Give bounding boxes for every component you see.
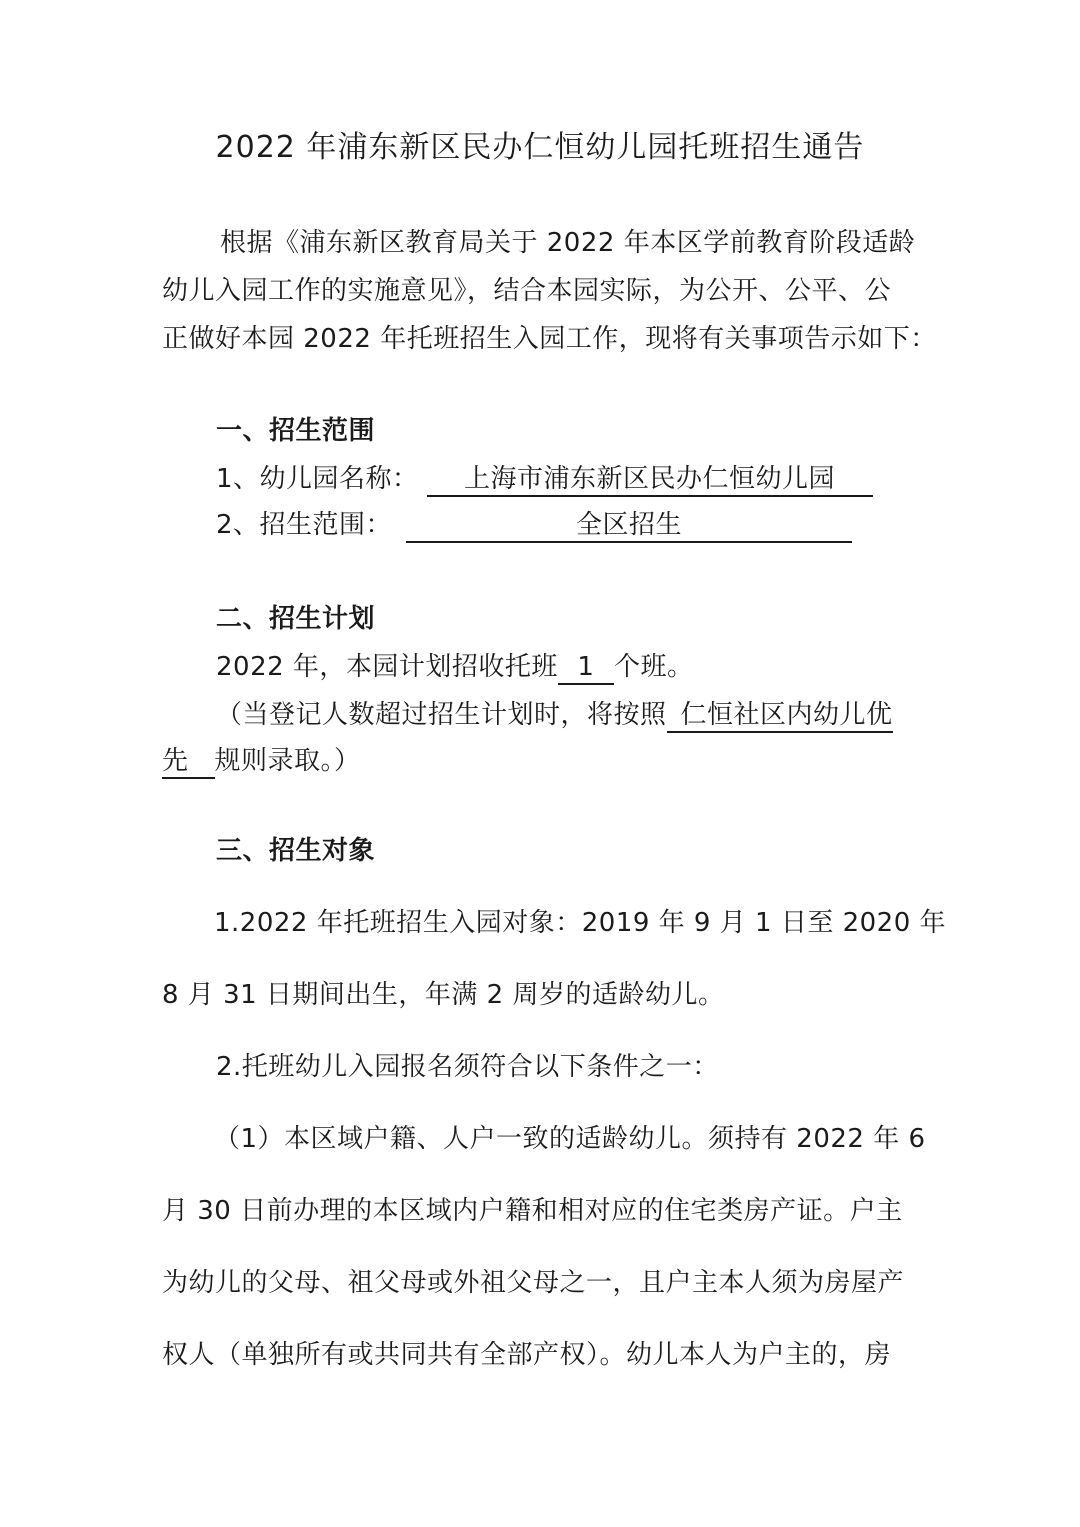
enroll-scope-label: 2、招生范围：	[216, 510, 393, 540]
intro-line-1: 根据《浦东新区教育局关于 2022 年本区学前教育阶段适龄	[220, 228, 916, 258]
section2-heading: 二、招生计划	[216, 604, 376, 634]
intro-line-3: 正做好本园 2022 年托班招生入园工作，现将有关事项告示如下：	[162, 324, 937, 354]
enroll-scope-value: 全区招生	[406, 509, 852, 543]
conditions-intro: 2.托班幼儿入园报名须符合以下条件之一：	[216, 1052, 719, 1082]
school-name-value: 上海市浦东新区民办仁恒幼儿园	[427, 463, 873, 497]
plan-count: 1	[558, 651, 614, 685]
plan-note-suffix: 规则录取。）	[214, 746, 361, 776]
condition-1-line-2: 月 30 日前办理的本区域内户籍和相对应的住宅类房产证。户主	[162, 1196, 903, 1226]
condition-1-line-3: 为幼儿的父母、祖父母或外祖父母之一，且户主本人须为房屋产	[162, 1268, 905, 1298]
condition-1-line-4: 权人（单独所有或共同共有全部产权）。幼儿本人为户主的，房	[162, 1340, 892, 1370]
condition-1-line-1: （1）本区域户籍、人户一致的适龄幼儿。须持有 2022 年 6	[214, 1124, 926, 1154]
target-para-line-1: 1.2022 年托班招生入园对象：2019 年 9 月 1 日至 2020 年	[214, 908, 947, 938]
plan-rule-part-1: 仁恒社区内幼儿优	[667, 699, 893, 733]
plan-note-row-2	[162, 744, 361, 779]
plan-note-row-1	[216, 698, 893, 733]
intro-line-2: 幼儿入园工作的实施意见》，结合本园实际，为公开、公平、公	[162, 276, 892, 306]
school-name-row	[216, 462, 873, 497]
school-name-label: 1、幼儿园名称：	[216, 464, 419, 494]
section1-heading: 一、招生范围	[216, 416, 376, 446]
document-title: 2022 年浦东新区民办仁恒幼儿园托班招生通告	[215, 130, 865, 165]
section3-heading: 三、招生对象	[216, 836, 376, 866]
plan-note-prefix: （当登记人数超过招生计划时，将按照	[216, 700, 667, 730]
plan-suffix: 个班。	[613, 652, 694, 682]
enroll-scope-row	[216, 508, 852, 543]
target-para-line-2: 8 月 31 日期间出生，年满 2 周岁的适龄幼儿。	[162, 980, 725, 1010]
plan-prefix: 2022 年，本园计划招收托班	[216, 652, 558, 682]
plan-row	[216, 650, 693, 685]
plan-rule-part-2: 先	[162, 745, 215, 779]
